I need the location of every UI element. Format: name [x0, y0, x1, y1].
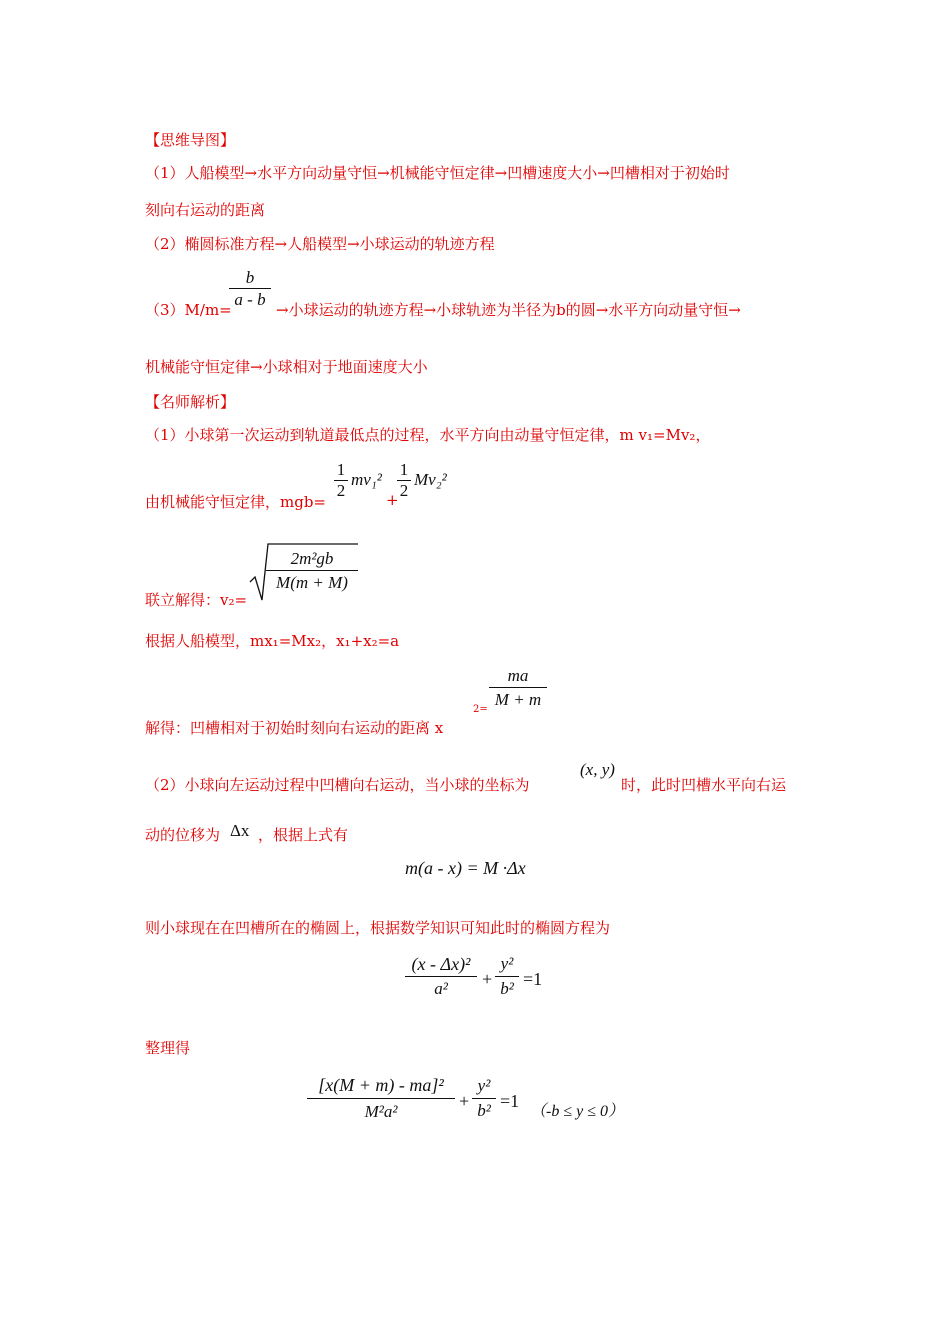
analysis-p8: 则小球现在在凹槽所在的椭圆上，根据数学知识可知此时的椭圆方程为 — [145, 919, 611, 937]
ellipse2-numerator: [x(M + m) - ma]² — [318, 1075, 444, 1095]
ellipse1-y-fraction — [495, 952, 519, 1001]
mind-map-item-3-cont: 机械能守恒定律→小球相对于地面速度大小 — [145, 358, 428, 376]
ratio-fraction — [229, 268, 271, 311]
ellipse1-y-denominator: b² — [500, 979, 514, 998]
ellipse2-plus: + — [459, 1091, 470, 1111]
ellipse1-equals: =1 — [523, 969, 543, 989]
mind-map-item-2: （2）椭圆标准方程→人船模型→小球运动的轨迹方程 — [145, 235, 495, 253]
x2-fraction — [489, 665, 547, 712]
sqrt-numerator: 2m²gb — [290, 549, 334, 568]
sqrt-denominator: M(m + M) — [276, 573, 348, 592]
ratio-numerator: b — [245, 268, 255, 287]
ellipse2-fraction — [307, 1072, 455, 1125]
analysis-p2-prefix: 由机械能守恒定律，mgb= — [145, 493, 326, 511]
analysis-p6-suffix: 时，此时凹槽水平向右运 — [621, 776, 787, 794]
y-range: （-b ≤ y ≤ 0） — [530, 1103, 624, 1120]
x2-denominator: M + m — [494, 690, 542, 709]
analysis-p4: 根据人船模型，mx₁=Mx₂，x₁+x₂=a — [145, 632, 400, 650]
ellipse2-y-fraction — [472, 1074, 496, 1123]
momentum-equation: m(a - x) = M ·Δx — [405, 858, 526, 878]
energy-plus: + — [386, 491, 399, 509]
ellipse2-y-denominator: b² — [477, 1101, 491, 1120]
ellipse1-numerator: (x - Δx)² — [411, 954, 471, 974]
coord-xy: (x, y) — [580, 760, 615, 779]
mind-map-item-3-suffix: →小球运动的轨迹方程→小球轨迹为半径为b的圆→水平方向动量守恒→ — [276, 301, 741, 319]
delta-x: Δx — [230, 821, 250, 840]
ratio-denominator: a - b — [234, 290, 266, 309]
ellipse2-y-numerator: y² — [477, 1076, 491, 1095]
ellipse1-y-numerator: y² — [500, 954, 514, 973]
analysis-p3-prefix: 联立解得：v₂= — [145, 591, 248, 609]
energy-half-2-num: 1 — [399, 460, 409, 479]
energy-half-2-den: 2 — [399, 481, 409, 500]
ellipse2-denominator: M²a² — [364, 1102, 398, 1121]
energy-half-1 — [334, 460, 348, 501]
analysis-p7-suffix: ，根据上式有 — [258, 826, 349, 844]
energy-half-1-den: 2 — [336, 481, 346, 500]
mind-map-item-3-prefix: （3）M/m= — [145, 301, 232, 319]
ellipse2-equals: =1 — [500, 1091, 520, 1111]
analysis-p9: 整理得 — [145, 1039, 191, 1057]
energy-half-1-num: 1 — [336, 460, 346, 479]
analysis-p7-prefix: 动的位移为 — [145, 826, 221, 844]
ellipse1-denominator: a² — [434, 979, 448, 998]
analysis-header: 【名师解析】 — [145, 393, 236, 411]
ellipse1-plus: + — [482, 969, 493, 989]
mind-map-item-1-cont: 刻向右运动的距离 — [145, 201, 266, 219]
energy-half-2 — [397, 460, 411, 501]
sqrt-fraction — [266, 548, 358, 595]
x2-numerator: ma — [507, 666, 529, 685]
analysis-p5: 解得：凹槽相对于初始时刻向右运动的距离 x — [145, 719, 444, 737]
analysis-p6-prefix: （2）小球向左运动过程中凹槽向右运动，当小球的坐标为 — [145, 776, 530, 794]
analysis-p1: （1）小球第一次运动到轨道最低点的过程，水平方向由动量守恒定律，m v₁=Mv₂， — [145, 426, 711, 444]
mind-map-item-1: （1）人船模型→水平方向动量守恒→机械能守恒定律→凹槽速度大小→凹槽相对于初始时 — [145, 164, 730, 182]
energy-term-2: Mv₂² — [414, 470, 447, 489]
energy-term-1: mv₁² — [351, 470, 382, 489]
mind-map-header: 【思维导图】 — [145, 131, 236, 149]
x2-subscript-label: 2= — [473, 704, 488, 715]
ellipse1-fraction — [405, 952, 477, 1001]
